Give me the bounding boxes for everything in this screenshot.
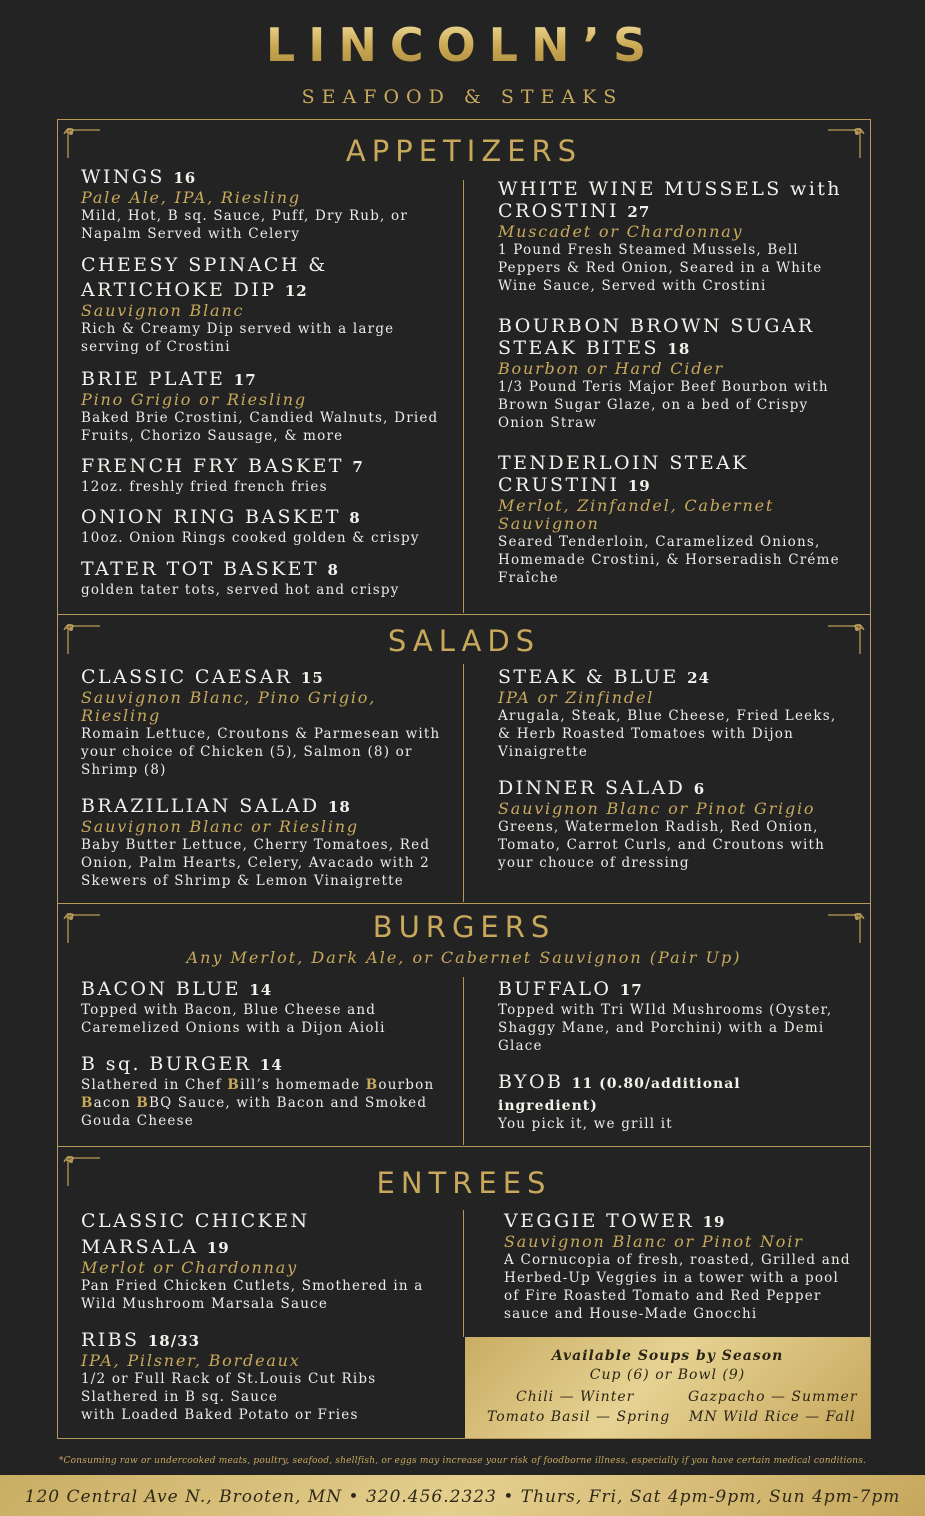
item-price: 17 (233, 371, 257, 389)
item-name: CLASSIC CHICKEN (81, 1210, 310, 1232)
wine-pairing: Muscadet or Chardonnay (498, 222, 744, 241)
item-name: BACON BLUE (81, 978, 241, 1000)
item-price: 11 (0.80/additional ingredient) (498, 1076, 741, 1114)
item-description: 1 Pound Fresh Steamed Mussels, Bell Peppers & Red Onion, Seared in a White Wine Sauce, Served with Crostini (498, 242, 823, 294)
section-title-salads: SALADS (387, 624, 541, 658)
item-description: Baby Butter Lettuce, Cherry Tomatoes, Red Onion, Palm Hearts, Celery, Avacado with 2 Skewers of Shrimp & Lemon Vinaigrette (81, 837, 431, 889)
item-price: 14 (249, 981, 273, 999)
item-name: ONION RING BASKET (81, 506, 341, 528)
divider-burgers (57, 903, 871, 904)
item-price: 19 (627, 477, 651, 495)
item-description: Rich & Creamy Dip served with a large serving of Crostini (81, 321, 395, 355)
item-price: 14 (259, 1056, 283, 1074)
item-price: 27 (627, 203, 651, 221)
wine-pairing: Riesling (81, 706, 162, 725)
item-price: 7 (352, 458, 364, 476)
section-title-appetizers: APPETIZERS (345, 134, 583, 168)
menu-item-brazillian-salad (81, 795, 451, 890)
wine-pairing: IPA, Pilsner, Bordeaux (81, 1351, 301, 1370)
wine-pairing: Sauvignon Blanc or Pinot Grigio (498, 799, 816, 818)
menu-item-byob (498, 1071, 788, 1133)
wine-pairing: IPA or Zinfindel (498, 688, 655, 707)
item-description: Slathered in Chef Bill’s homemade Bourbon Bacon BBQ Sauce, with Bacon and Smoked Gouda Cheese (81, 1077, 435, 1129)
menu-item-spinach-dip (81, 254, 451, 356)
item-description: Arugala, Steak, Blue Cheese, Fried Leeks, & Herb Roasted Tomatoes with Dijon Vinaigrette (498, 708, 837, 760)
item-description: Slathered in B sq. Sauce (81, 1389, 279, 1405)
item-name: TENDERLOIN STEAK (498, 452, 749, 474)
soups-sizes: Cup (6) or Bowl (9) (589, 1367, 746, 1383)
wine-pairing: Pino Grigio or Riesling (81, 390, 307, 409)
item-description: Baked Brie Crostini, Candied Walnuts, Dried Fruits, Chorizo Sausage, & more (81, 410, 439, 444)
item-price: 8 (327, 561, 339, 579)
restaurant-logo: LINCOLN’S (0, 18, 925, 72)
food-safety-disclaimer: *Consuming raw or undercooked meats, poultry, seafood, shellfish, or eggs may increase your risk of foodborne illness, especially if you have certain medical conditions. (58, 1456, 867, 1466)
item-description: Topped with Tri WIld Mushrooms (Oyster, Shaggy Mane, and Porchini) with a Demi Glace (498, 1002, 833, 1054)
header (0, 0, 925, 120)
item-description: Topped with Bacon, Blue Cheese and Caremelized Onions with a Dijon Aioli (81, 1002, 386, 1036)
wine-pairing: Sauvignon Blanc (81, 301, 245, 320)
item-price: 19 (702, 1213, 726, 1231)
menu-item-white-wine-mussels (498, 178, 853, 295)
item-description: Greens, Watermelon Radish, Red Onion, Tomato, Carrot Curls, and Croutons with your chouce of dressing (498, 819, 826, 871)
item-price: 18 (327, 798, 351, 816)
soups-title: Available Soups by Season (551, 1348, 784, 1364)
soup-item: Gazpacho — Summer (688, 1389, 858, 1405)
item-description: Pan Fried Chicken Cutlets, Smothered in a Wild Mushroom Marsala Sauce (81, 1278, 424, 1312)
item-description: 10oz. Onion Rings cooked golden & crispy (81, 530, 420, 546)
wine-pairing: Sauvignon Blanc, Pino Grigio, (81, 688, 377, 707)
item-description: 1/3 Pound Teris Major Beef Bourbon with Brown Sugar Glaze, on a bed of Crispy Onion Straw (498, 379, 829, 431)
item-description: You pick it, we grill it (498, 1116, 673, 1132)
column-divider-appetizers (463, 180, 464, 613)
item-name: BUFFALO (498, 978, 612, 1000)
item-description: Mild, Hot, B sq. Sauce, Puff, Dry Rub, or Napalm Served with Celery (81, 208, 409, 242)
item-price: 16 (173, 169, 197, 187)
wine-pairing: Sauvignon Blanc or Riesling (81, 817, 359, 836)
column-divider-salads (463, 664, 464, 902)
wine-pairing: Pale Ale, IPA, Riesling (81, 188, 301, 207)
menu-item-chicken-marsala (81, 1210, 451, 1313)
item-name: BYOB (498, 1071, 564, 1093)
item-name: WINGS (81, 166, 165, 188)
item-price: 19 (206, 1239, 230, 1257)
soup-item: MN Wild Rice — Fall (689, 1409, 856, 1425)
item-price: 18/33 (147, 1332, 201, 1350)
menu-item-veggie-tower (504, 1210, 856, 1323)
item-price: 12 (284, 282, 308, 300)
item-name: B sq. BURGER (81, 1053, 252, 1075)
item-name: BRIE PLATE (81, 368, 226, 390)
item-name: CRUSTINI (498, 474, 620, 496)
menu-item-steak-and-blue (498, 666, 853, 761)
wine-pairing: Bourbon or Hard Cider (498, 359, 724, 378)
divider-entrees (57, 1146, 871, 1147)
menu-item-classic-caesar (81, 666, 451, 779)
item-name: VEGGIE TOWER (504, 1210, 695, 1232)
item-name: ARTICHOKE DIP (81, 279, 277, 301)
item-name: DINNER SALAD (498, 777, 686, 799)
item-name: STEAK BITES (498, 337, 659, 359)
menu-item-wings (81, 166, 451, 243)
menu-item-brie-plate (81, 368, 451, 445)
menu-item-french-fry-basket (81, 455, 451, 496)
item-name: BOURBON BROWN SUGAR (498, 315, 815, 337)
menu-item-dinner-salad (498, 777, 853, 872)
item-name: CHEESY SPINACH & (81, 254, 328, 276)
menu-item-b-sq-burger (81, 1053, 451, 1130)
item-description: A Cornucopia of fresh, roasted, Grilled and Herbed-Up Veggies in a tower with a pool of Fire Roasted Tomato and Red Pepper sauce and House-Made Gnocchi (504, 1252, 851, 1322)
section-title-entrees: ENTREES (376, 1166, 552, 1200)
soup-item: Chili — Winter (516, 1389, 635, 1405)
menu-item-onion-ring-basket (81, 506, 451, 547)
section-title-burgers: BURGERS (372, 910, 556, 944)
item-name: STEAK & BLUE (498, 666, 679, 688)
menu-item-ribs (81, 1329, 451, 1424)
item-name: WHITE WINE MUSSELS with (498, 178, 842, 200)
item-description: Romain Lettuce, Croutons & Parmesean with your choice of Chicken (5), Salmon (8) or Shrimp (8) (81, 726, 441, 778)
item-name: TATER TOT BASKET (81, 558, 320, 580)
wine-pairing: Sauvignon (498, 514, 600, 533)
menu-item-tater-tot-basket (81, 558, 451, 599)
tagline: SEAFOOD & STEAKS (301, 86, 624, 108)
item-price: 18 (667, 340, 691, 358)
item-description: golden tater tots, served hot and crispy (81, 582, 400, 598)
soup-item: Tomato Basil — Spring (487, 1409, 671, 1425)
item-price: 24 (687, 669, 711, 687)
item-name: BRAZILLIAN SALAD (81, 795, 320, 817)
item-name: FRENCH FRY BASKET (81, 455, 344, 477)
item-name: CLASSIC CAESAR (81, 666, 293, 688)
item-price: 17 (619, 981, 643, 999)
burgers-pairing: Any Merlot, Dark Ale, or Cabernet Sauvignon (Pair Up) (186, 948, 742, 967)
seasonal-soups-box (465, 1337, 870, 1438)
item-name: MARSALA (81, 1236, 199, 1258)
divider-salads (57, 614, 871, 615)
item-name: RIBS (81, 1329, 140, 1351)
item-price: 6 (693, 780, 706, 798)
menu-item-bacon-blue (81, 978, 451, 1037)
item-description: 1/2 or Full Rack of St.Louis Cut Ribs (81, 1371, 377, 1387)
menu-item-buffalo (498, 978, 853, 1055)
menu-item-tenderloin-crustini (498, 452, 853, 587)
wine-pairing: Merlot, Zinfandel, Cabernet (498, 496, 775, 515)
wine-pairing: Merlot or Chardonnay (81, 1258, 298, 1277)
item-description: 12oz. freshly fried french fries (81, 479, 328, 495)
item-price: 8 (349, 509, 361, 527)
item-name: CROSTINI (498, 200, 619, 222)
item-price: 15 (300, 669, 324, 687)
menu-item-steak-bites (498, 315, 853, 432)
column-divider-entrees (463, 1210, 464, 1337)
footer-address-hours: 120 Central Ave N., Brooten, MN • 320.456.2323 • Thurs, Fri, Sat 4pm-9pm, Sun 4pm-7pm (0, 1475, 925, 1516)
column-divider-burgers (463, 977, 464, 1145)
item-description: Seared Tenderloin, Caramelized Onions, Homemade Crostini, & Horseradish Créme Fraîche (498, 534, 840, 586)
wine-pairing: Sauvignon Blanc or Pinot Noir (504, 1232, 804, 1251)
item-description: with Loaded Baked Potato or Fries (81, 1407, 359, 1423)
